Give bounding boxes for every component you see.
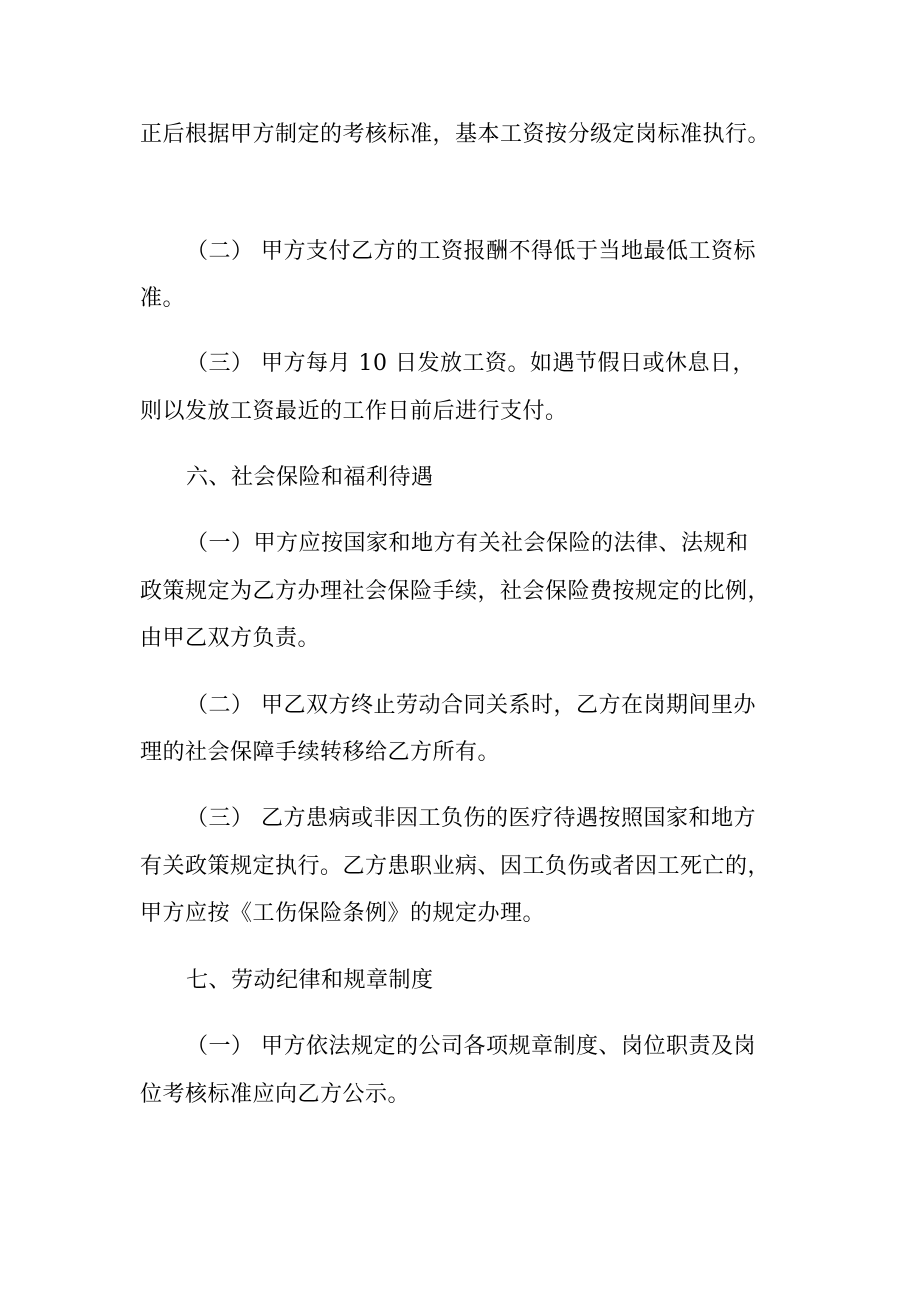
clause-5-3-line-2: 则以发放工资最近的工作日前后进行支付。: [140, 399, 568, 424]
section-heading-6: 六、社会保险和福利待遇: [186, 465, 434, 490]
clause-7-1-line-1: （一） 甲方依法规定的公司各项规章制度、岗位职责及岗: [186, 1034, 756, 1059]
clause-5-3-line-1: （三） 甲方每月 10 日发放工资。如遇节假日或休息日，: [186, 351, 755, 376]
clause-7-1-line-2: 位考核标准应向乙方公示。: [140, 1082, 411, 1107]
clause-5-2-line-2: 准。: [140, 286, 186, 311]
clause-6-2-line-1: （二） 甲乙双方终止劳动合同关系时，乙方在岗期间里办: [186, 693, 756, 718]
section-heading-7: 七、劳动纪律和规章制度: [186, 968, 434, 993]
clause-6-3-line-2: 有关政策规定执行。乙方患职业病、因工负伤或者因工死亡的，: [140, 854, 771, 879]
clause-6-1-line-3: 由甲乙双方负责。: [140, 626, 321, 651]
clause-6-3-line-3: 甲方应按《工伤保险条例》的规定办理。: [140, 901, 546, 926]
clause-6-3-line-1: （三） 乙方患病或非因工负伤的医疗待遇按照国家和地方: [186, 806, 756, 831]
clause-5-2-line-1: （二） 甲方支付乙方的工资报酬不得低于当地最低工资标: [186, 239, 756, 264]
text-line: 正后根据甲方制定的考核标准，基本工资按分级定岗标准执行。: [140, 122, 771, 147]
clause-6-1-line-2: 政策规定为乙方办理社会保险手续，社会保险费按规定的比例，: [140, 579, 771, 604]
clause-6-1-line-1: （一）甲方应按国家和地方有关社会保险的法律、法规和: [186, 531, 749, 556]
clause-6-2-line-2: 理的社会保障手续转移给乙方所有。: [140, 740, 501, 765]
